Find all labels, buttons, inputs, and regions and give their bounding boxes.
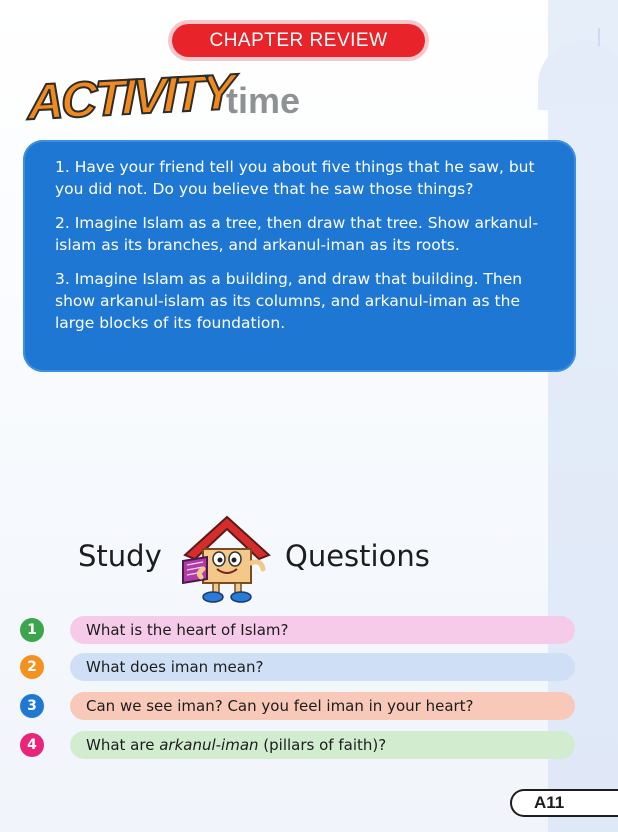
activity-item-3: 3. Imagine Islam as a building, and draw that building. Then show arkanul-islam as its columns, and arkanul-iman as the large blocks of its foundation.: [55, 270, 523, 332]
question-text-4: [86, 731, 386, 759]
question-number-badge-3: 3: [20, 694, 44, 718]
activity-logo-text: ACTIVITY: [28, 63, 232, 131]
question-number-badge-4: 4: [20, 733, 44, 757]
question-number-badge-1: 1: [20, 618, 44, 642]
question-text-3: Can we see iman? Can you feel iman in your heart?: [86, 697, 474, 715]
question-number-badge-2: 2: [20, 655, 44, 679]
question-text-4-italic: arkanul-iman: [159, 736, 259, 754]
question-text-4-after: (pillars of faith)?: [258, 736, 387, 754]
page-number: A11: [510, 789, 618, 817]
question-text-4-before: What are: [86, 736, 160, 754]
activity-logo: [28, 63, 232, 131]
question-text-1: What is the heart of Islam?: [86, 621, 289, 639]
mosque-spire-decoration: [598, 28, 600, 46]
activity-box: [23, 140, 576, 372]
house-reading-mascot-icon: [177, 513, 277, 605]
activity-item-1: 1. Have your friend tell you about five things that he saw, but you did not. Do you believe that he saw those things?: [55, 158, 535, 198]
activity-item-2: 2. Imagine Islam as a tree, then draw that tree. Show arkanul-islam as its branches, and arkanul-iman as its roots.: [55, 214, 539, 254]
activity-time-text: time: [226, 80, 301, 121]
question-text-2: What does iman mean?: [86, 658, 264, 676]
study-title-right: Questions: [285, 539, 430, 573]
chapter-review-banner: CHAPTER REVIEW: [172, 24, 425, 57]
study-title-left: Study: [78, 539, 162, 573]
